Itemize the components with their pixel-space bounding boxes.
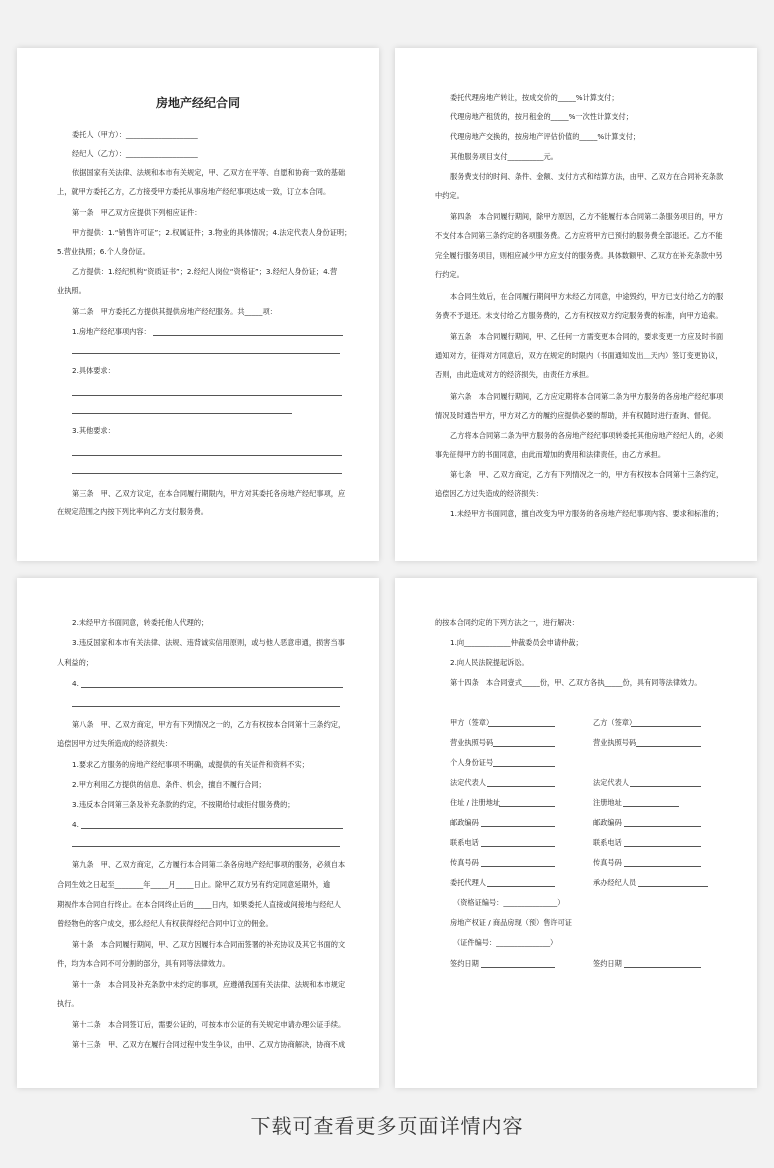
text-line: 曾经物色的客户成交，那么经纪人有权获得经纪合同中订立的佣金。 [57, 919, 273, 928]
contract-page-4 [395, 578, 757, 1088]
sign-field-label: 甲方（签章） [450, 718, 494, 727]
contract-page-1 [17, 48, 379, 561]
text-line: 其他服务项目支付__________元。 [450, 152, 558, 161]
sign-field-label: 传真号码 [593, 858, 622, 867]
fill-line [624, 866, 701, 867]
sign-field-label: 委托代理人 [450, 878, 486, 887]
text-line: 1.未经甲方书面同意，擅自改变为甲方服务的各房地产经纪事项内容、要求和标准的； [450, 509, 723, 518]
text-line: 第十一条 本合同及补充条款中未约定的事项，应遵循我国有关法律、法规和本市规定 [72, 980, 346, 989]
fill-line [623, 806, 679, 807]
text-line: 第十二条 本合同签订后，需要公证的，可按本市公证的有关规定申请办理公证手续。 [72, 1020, 346, 1029]
text-line: 的按本合同约定的下列方法之一，进行解决： [435, 618, 579, 627]
text-line: 依据国家有关法律、法规和本市有关规定，甲、乙双方在平等、自愿和协商一致的基础 [72, 168, 346, 177]
fill-line [153, 335, 343, 336]
text-line: 不支付本合同第三条约定的各项服务费。乙方应将甲方已预付的服务费全部退还。乙方不能 [435, 231, 723, 240]
text-line: （证件编号：_______________） [453, 938, 558, 947]
sign-field-label: 传真号码 [450, 858, 479, 867]
text-line: 乙方将本合同第二条为甲方服务的各房地产经纪事项转委托其他房地产经纪人的，必须 [450, 431, 724, 440]
text-line: 代理房地产租赁的，按月租金的_____%一次性计算支付； [450, 112, 633, 121]
text-line: 中约定。 [435, 191, 464, 200]
footer-caption: 下载可查看更多页面详情内容 [250, 1114, 524, 1138]
sign-field-label: 个人身份证号 [450, 758, 494, 767]
fill-line [72, 395, 342, 396]
text-line: 执行。 [57, 999, 79, 1008]
text-line: 1.要求乙方服务的房地产经纪事项不明确，或提供的有关证件和资料不实； [72, 760, 309, 769]
text-line: 甲方提供：1.“销售许可证”；2.权属证件；3.物业的具体情况；4.法定代表人身份证明； [72, 228, 352, 237]
fill-line [481, 866, 555, 867]
text-line: 业执照。 [57, 286, 86, 295]
sign-field-label: 承办经纪人员 [593, 878, 637, 887]
text-line: 委托人（甲方）：____________________ [72, 130, 198, 139]
text-line: 4. [72, 820, 79, 829]
sign-field-label: 签约日期 [450, 959, 479, 968]
sign-field-label: 邮政编码 [593, 818, 622, 827]
fill-line [636, 746, 701, 747]
text-line: 乙方提供：1.经纪机构“资质证书”；2.经纪人岗位“资格证”；3.经纪人身份证；4.营 [72, 267, 338, 276]
text-line: （资格证编号：_______________） [453, 898, 565, 907]
text-line: 件，均为本合同不可分割的部分，具有同等法律效力。 [57, 959, 230, 968]
sign-field-label: 注册地址 [593, 798, 622, 807]
fill-line [638, 886, 708, 887]
sign-field-label: 营业执照号码 [593, 738, 637, 747]
text-line: 第二条 甲方委托乙方提供其提供房地产经纪服务。共_____项： [72, 307, 277, 316]
text-line: 委托代理房地产转让，按成交价的_____%计算支付； [450, 93, 619, 102]
text-line: 5.营业执照；6.个人身份证。 [57, 247, 150, 256]
fill-line [81, 687, 343, 688]
text-line: 第十条 本合同履行期间，甲、乙双方因履行本合同而签署的补充协议及其它书面的文 [72, 940, 346, 949]
fill-line [487, 886, 555, 887]
text-line: 行约定。 [435, 270, 464, 279]
sign-field-label: 法定代表人 [450, 778, 486, 787]
fill-line [481, 826, 555, 827]
text-line: 房地产权证 / 商品房现（预）售许可证 [450, 918, 572, 927]
text-line: 4. [72, 679, 79, 688]
sign-field-label: 营业执照号码 [450, 738, 494, 747]
text-line: 本合同生效后，在合同履行期间甲方未经乙方同意，中途毁约，甲方已支付给乙方的服 [450, 292, 724, 301]
fill-line [487, 786, 555, 787]
sign-field-label: 签约日期 [593, 959, 622, 968]
text-line: 3.违反本合同第三条及补充条款的约定，不按期给付或拒付服务费的； [72, 800, 295, 809]
fill-line [481, 967, 555, 968]
text-line: 第八条 甲、乙双方商定，甲方有下列情况之一的，乙方有权按本合同第十三条约定， [72, 720, 346, 729]
text-line: 完全履行服务项目，则相应减少甲方应支付的服务费。具体数额甲、乙双方在补充条款中另 [435, 251, 723, 260]
text-line: 人利益的； [57, 658, 93, 667]
fill-line [630, 786, 701, 787]
fill-line [72, 846, 340, 847]
text-line: 3.违反国家和本市有关法律、法规、违背诚实信用原则，或与他人恶意串通，损害当事 [72, 638, 345, 647]
fill-line [493, 746, 555, 747]
fill-line [624, 826, 701, 827]
fill-line [72, 706, 340, 707]
fill-line [72, 455, 342, 456]
text-line: 第七条 甲、乙双方商定，乙方有下列情况之一的，甲方有权按本合同第十三条约定， [450, 470, 724, 479]
sign-field-label: 乙方（签章） [593, 718, 637, 727]
text-line: 事先征得甲方的书面同意，由此而增加的费用和法律责任，由乙方承担。 [435, 450, 666, 459]
sign-field-label: 联系电话 [593, 838, 622, 847]
text-line: 1.向_____________仲裁委员会申请仲裁； [450, 638, 583, 647]
sign-field-label: 住址 / 注册地址 [450, 798, 501, 807]
text-line: 3.其他要求： [72, 426, 115, 435]
text-line: 上，就甲方委托乙方，乙方接受甲方委托从事房地产经纪事项达成一致，订立本合同。 [57, 187, 331, 196]
fill-line [72, 413, 292, 414]
text-line: 2.甲方利用乙方提供的信息、条件、机会，擅自不履行合同； [72, 780, 266, 789]
text-line: 第四条 本合同履行期间，除甲方原因，乙方不能履行本合同第二条服务项目的，甲方 [450, 212, 724, 221]
text-line: 代理房地产交换的，按房地产评估价值的_____%计算支付； [450, 132, 641, 141]
text-line: 第六条 本合同履行期间，乙方应定期将本合同第二条为甲方服务的各房地产经纪事项 [450, 392, 724, 401]
text-line: 追偿因乙方过失造成的经济损失： [435, 489, 543, 498]
contract-page-3 [17, 578, 379, 1088]
text-line: 2.向人民法院提起诉讼。 [450, 658, 529, 667]
text-line: 否则，由此造成对方的经济损失，由责任方承担。 [435, 370, 594, 379]
fill-line [81, 828, 343, 829]
text-line: 第九条 甲、乙双方商定，乙方履行本合同第二条各房地产经纪事项的服务，必须自本 [72, 860, 346, 869]
text-line: 1.房地产经纪事项内容： [72, 327, 151, 336]
page-title: 房地产经纪合同 [155, 96, 240, 110]
fill-line [488, 726, 555, 727]
sign-field-label: 法定代表人 [593, 778, 629, 787]
sign-field-label: 联系电话 [450, 838, 479, 847]
fill-line [624, 967, 701, 968]
text-line: 期视作本合同自行终止。在本合同终止后的_____日内，如果委托人直接或间接地与经纪人 [57, 900, 341, 909]
text-line: 第三条 甲、乙双方议定，在本合同履行期限内，甲方对其委托各房地产经纪事项，应 [72, 489, 346, 498]
text-line: 在规定范围之内按下列比率向乙方支付服务费。 [57, 507, 208, 516]
text-line: 第十四条 本合同壹式_____份，甲、乙双方各执_____份，具有同等法律效力。 [450, 678, 702, 687]
text-line: 经纪人（乙方）：____________________ [72, 149, 198, 158]
text-line: 追偿因甲方过失所造成的经济损失： [57, 739, 173, 748]
contract-page-2 [395, 48, 757, 561]
fill-line [499, 806, 555, 807]
text-line: 第一条 甲乙双方应提供下列相应证件： [72, 208, 202, 217]
text-line: 2.未经甲方书面同意，转委托他人代理的； [72, 618, 209, 627]
sign-field-label: 邮政编码 [450, 818, 479, 827]
fill-line [481, 846, 555, 847]
text-line: 第十三条 甲、乙双方在履行合同过程中发生争议，由甲、乙双方协商解决，协商不成 [72, 1040, 346, 1049]
text-line: 服务费支付的时间、条件、金额、支付方式和结算方法，由甲、乙双方在合同补充条款 [450, 172, 724, 181]
text-line: 第五条 本合同履行期间，甲、乙任何一方需变更本合同的，要求变更一方应及时书面 [450, 332, 724, 341]
fill-line [72, 353, 340, 354]
fill-line [631, 726, 701, 727]
fill-line [624, 846, 701, 847]
text-line: 务费不予退还。未支付给乙方服务费的，乙方有权按双方约定服务费的标准，向甲方追索。 [435, 311, 723, 320]
text-line: 通知对方，征得对方同意后，双方在规定的时限内（书面通知发出＿天内）签订变更协议， [435, 351, 723, 360]
text-line: 合同生效之日起至________年_____月_____日止。除甲乙双方另有约定同意延期外，逾 [57, 880, 331, 889]
text-line: 情况及时通告甲方，甲方对乙方的履约应提供必要的帮助，并有权随时进行查询、督促。 [435, 411, 716, 420]
text-line: 2.具体要求： [72, 366, 115, 375]
fill-line [493, 766, 555, 767]
fill-line [72, 473, 342, 474]
